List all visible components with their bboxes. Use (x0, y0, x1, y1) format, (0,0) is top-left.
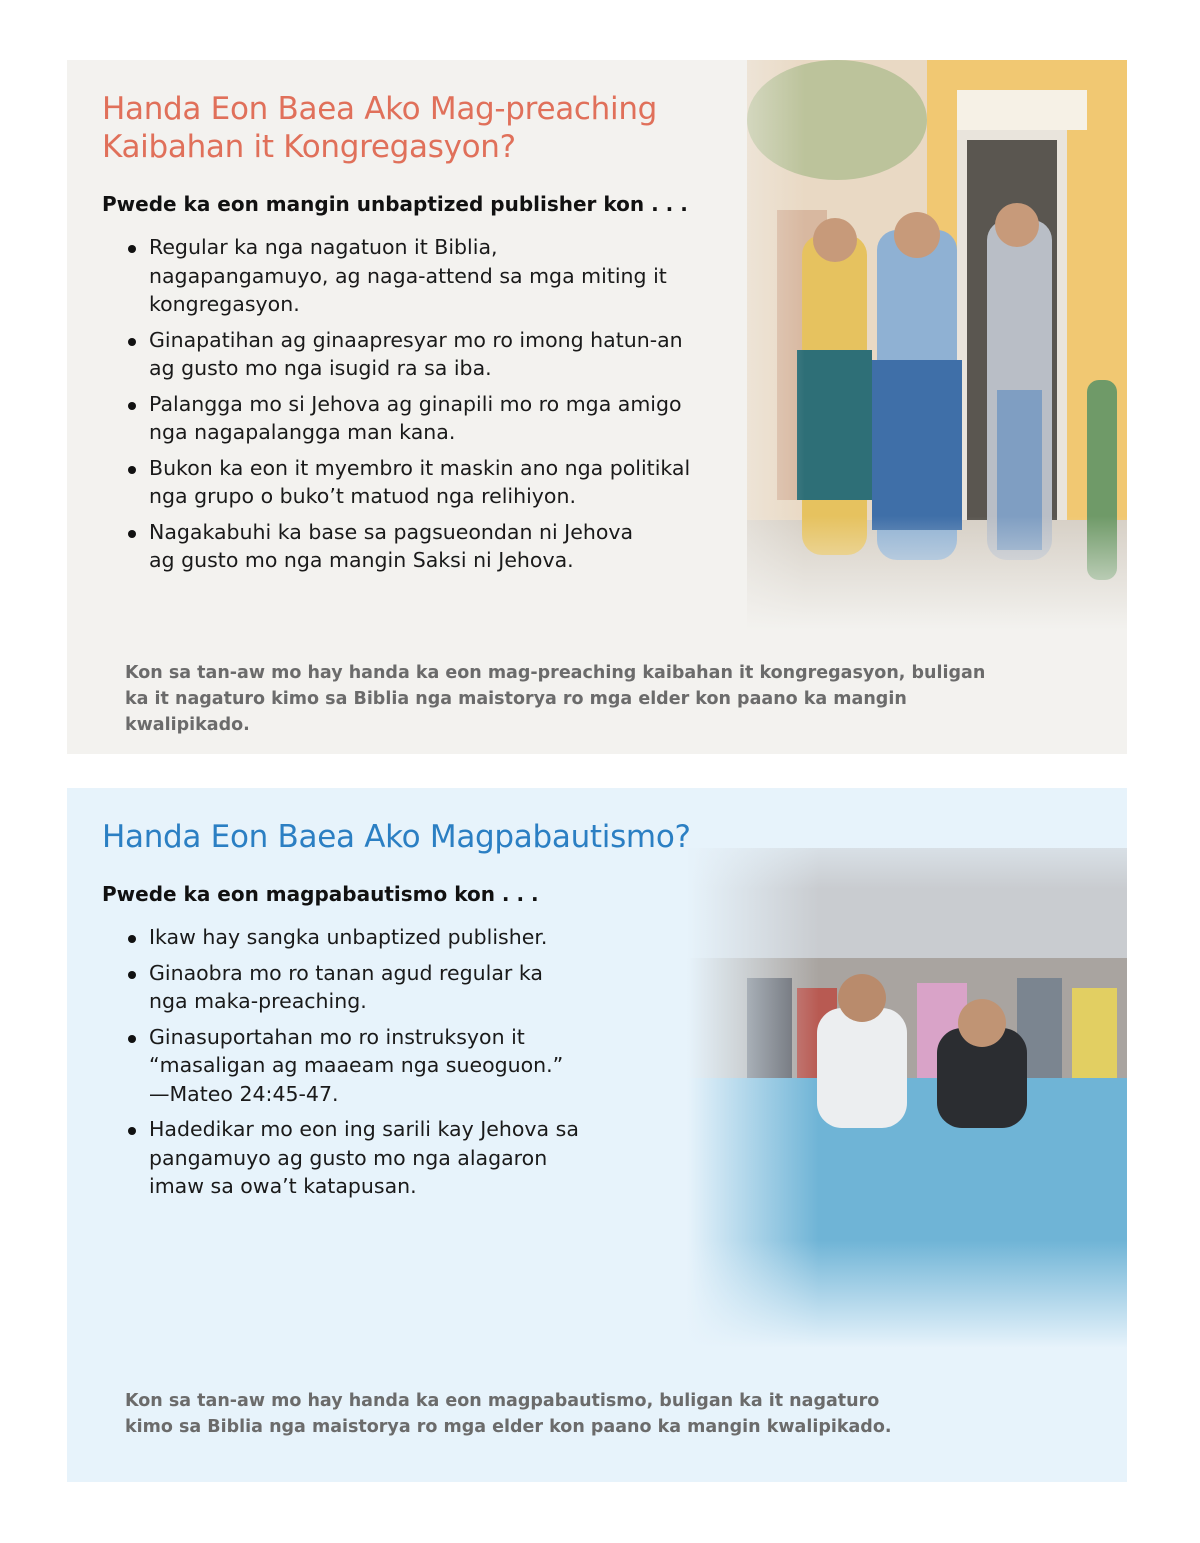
baptism-section (67, 788, 1127, 1482)
list-item: Regular ka nga nagatuon it Biblia, nagapangamuyo, ag naga-attend sa mga miting it kongregasyon. (125, 233, 669, 319)
title-line: Kaibahan it Kongregasyon? (102, 129, 516, 165)
criteria-list (125, 233, 709, 582)
subheading: Pwede ka eon magpabautismo kon . . . (102, 882, 539, 906)
list-item: Ginaobra mo ro tanan agud regular ka nga maka-preaching. (125, 959, 569, 1016)
list-item: Nagakabuhi ka base sa pagsueondan ni Jehova ag gusto mo nga mangin Saksi ni Jehova. (125, 518, 649, 575)
publisher-section (67, 60, 1127, 754)
title-line: Handa Eon Baea Ako Mag-preaching (102, 91, 658, 127)
baptism-illustration (687, 808, 1127, 1348)
list-item: Ginasuportahan mo ro instruksyon it “masaligan ag maaeam nga sueoguon.” —Mateo 24:45-47. (125, 1023, 569, 1109)
list-item: Hadedikar mo eon ing sarili kay Jehova sa pangamuyo ag gusto mo nga alagaron imaw sa owa’t katapusan. (125, 1115, 589, 1201)
list-item: Bukon ka eon it myembro it maskin ano nga politikal nga grupo o buko’t matuod nga relihiyon. (125, 454, 709, 511)
list-item: Palangga mo si Jehova ag ginapili mo ro mga amigo nga nagapalangga man kana. (125, 390, 689, 447)
subheading: Pwede ka eon mangin unbaptized publisher kon . . . (102, 192, 688, 216)
footer-note: Kon sa tan-aw mo hay handa ka eon magpabautismo, buligan ka it nagaturo kimo sa Biblia nga maistorya ro mga elder kon paano ka mangin kwalipikado. (125, 1391, 892, 1437)
section-title (102, 90, 657, 166)
footer-note: Kon sa tan-aw mo hay handa ka eon mag-preaching kaibahan it kongregasyon, buligan ka it nagaturo kimo sa Biblia nga maistorya ro mga elder kon paano ka mangin kwalipikado. (125, 663, 986, 735)
list-item: Ikaw hay sangka unbaptized publisher. (125, 923, 569, 952)
preaching-illustration (667, 60, 1127, 630)
list-item: Ginapatihan ag ginaapresyar mo ro imong hatun-an ag gusto mo nga isugid ra sa iba. (125, 326, 689, 383)
criteria-list (125, 923, 589, 1208)
section-title: Handa Eon Baea Ako Magpabautismo? (102, 819, 691, 855)
